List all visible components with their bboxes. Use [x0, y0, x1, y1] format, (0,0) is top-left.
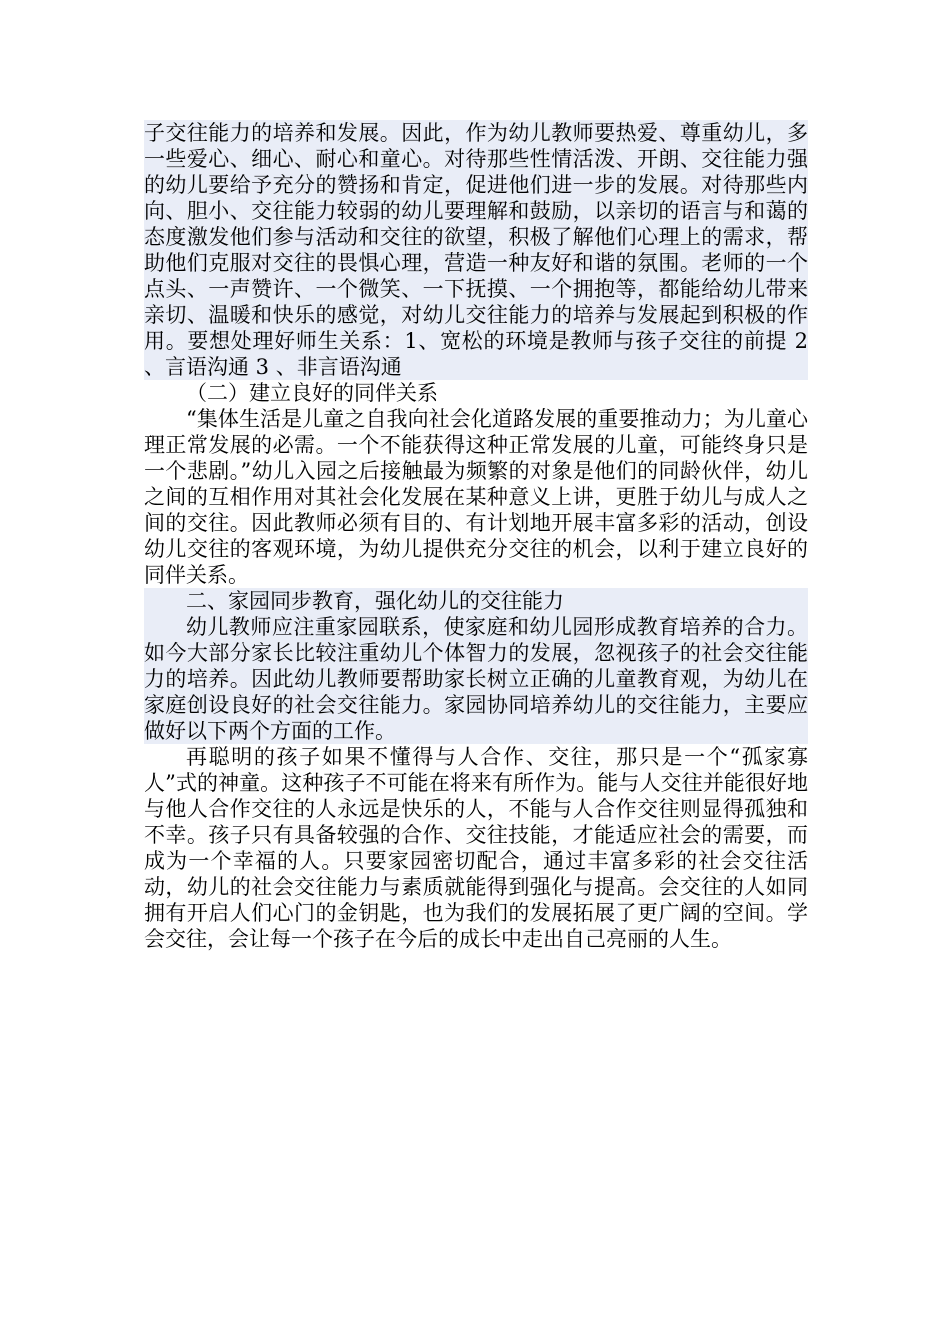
body-paragraph-conclusion: 再聪明的孩子如果不懂得与人合作、交往，那只是一个“孤家寡人”式的神童。这种孩子不可能在将来有所作为。能与人交往并能很好地与他人合作交往的人永远是快乐的人，不能与人合作交往则显得孤独和不幸。孩子只有具备较强的合作、交往技能，才能适应社会的需要，而成为一个幸福的人。只要家园密切配合，通过丰富多彩的社会交往活动，幼儿的社会交往能力与素质就能得到强化与提高。会交往的人如同拥有开启人们心门的金钥匙，也为我们的发展拓展了更广阔的空间。学会交往，会让每一个孩子在今后的成长中走出自己亮丽的人生。	[144, 745, 808, 951]
body-paragraph-teacher-child: 子交往能力的培养和发展。因此，作为幼儿教师要热爱、尊重幼儿，多一些爱心、细心、耐心和童心。对待那些性情活泼、开朗、交往能力强的幼儿要给予充分的赞扬和肯定，促进他们进一步的发展。对待那些内向、胆小、交往能力较弱的幼儿要理解和鼓励，以亲切的语言与和蔼的态度激发他们参与活动和交往的欲望，积极了解他们心理上的需求，帮助他们克服对交往的畏惧心理，营造一种友好和谐的氛围。老师的一个点头、一声赞许、一个微笑、一下抚摸、一个拥抱等，都能给幼儿带来亲切、温暖和快乐的感觉，对幼儿交往能力的培养与发展起到积极的作用。要想处理好师生关系：1、宽松的环境是教师与孩子交往的前提 2 、言语沟通 3 、非言语沟通	[144, 121, 808, 379]
body-paragraph-peer-relations: “集体生活是儿童之自我向社会化道路发展的重要推动力；为儿童心理正常发展的必需。一个不能获得这种正常发展的儿童，可能终身只是一个悲剧。”幼儿入园之后接触最为频繁的对象是他们的同龄伙伴，幼儿之间的互相作用对其社会化发展在某种意义上讲，更胜于幼儿与成人之间的交往。因此教师必须有目的、有计划地开展丰富多彩的活动，创设幼儿交往的客观环境，为幼儿提供充分交往的机会，以利于建立良好的同伴关系。	[144, 407, 808, 587]
section-heading-home-school: 二、家园同步教育，强化幼儿的交往能力	[144, 588, 808, 614]
section-heading-peer-relations: （二）建立良好的同伴关系	[186, 381, 438, 405]
body-paragraph-home-school: 幼儿教师应注重家园联系，使家庭和幼儿园形成教育培养的合力。如今大部分家长比较注重幼儿个体智力的发展，忽视孩子的社会交往能力的培养。因此幼儿教师要帮助家长树立正确的儿童教育观，为幼儿在家庭创设良好的社会交往能力。家园协同培养幼儿的交往能力，主要应做好以下两个方面的工作。	[144, 615, 808, 743]
document-page	[144, 120, 808, 952]
